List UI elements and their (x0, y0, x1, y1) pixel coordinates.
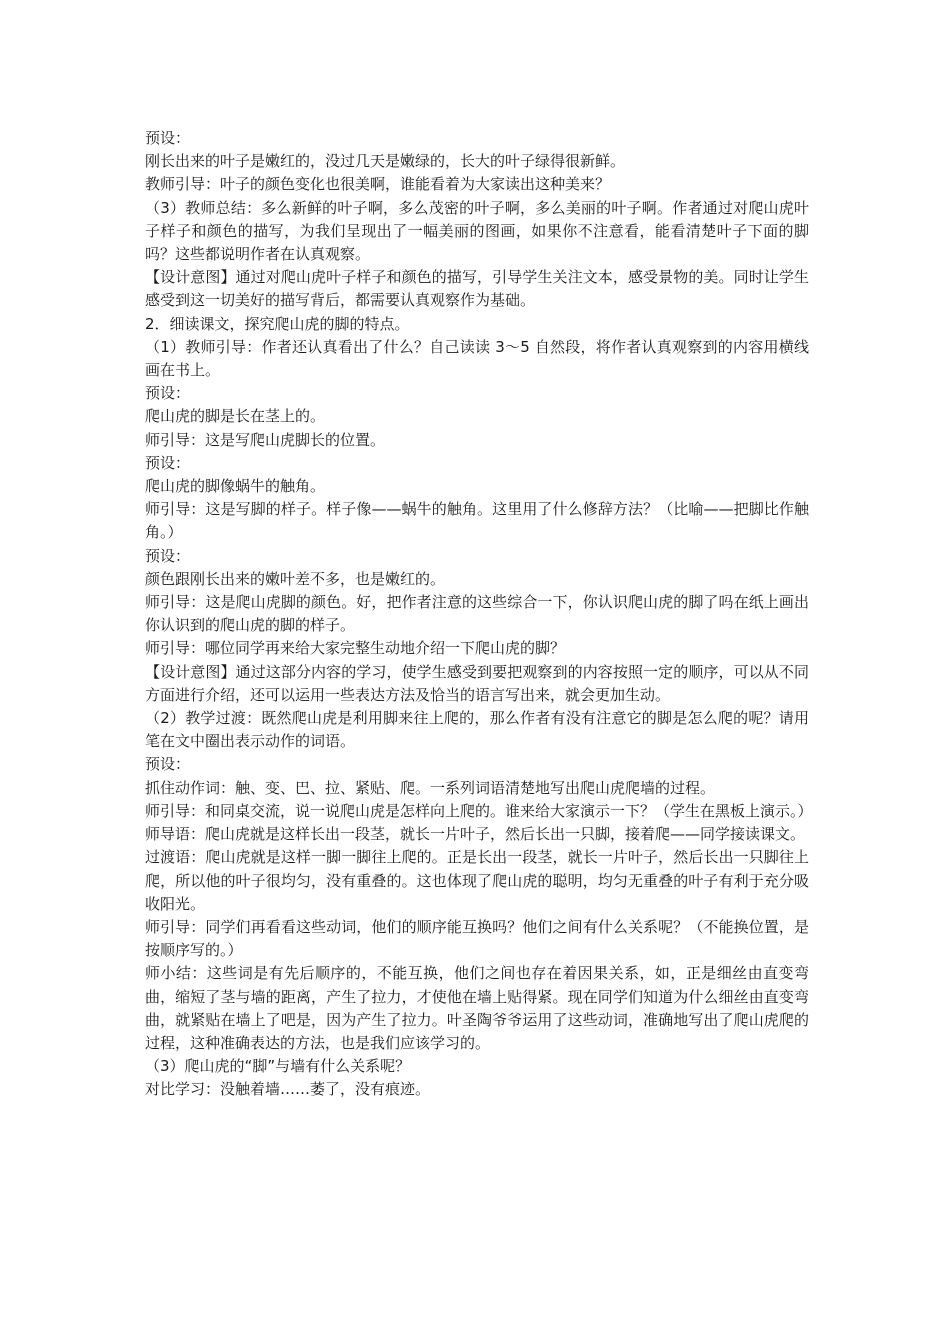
paragraph: 教师引导：叶子的颜色变化也很美啊，谁能看着为大家读出这种美来？ (145, 175, 611, 194)
paragraph: （3）教师总结：多么新鲜的叶子啊，多么茂密的叶子啊，多么美丽的叶子啊。作者通过对爬山虎叶子样子和颜色的描写，为我们呈现出了一幅美丽的图画，如果你不注意看，能看清楚叶子下面的脚吗？这些都说明作者在认真观察。 (145, 198, 809, 264)
paragraph: 颜色跟刚长出来的嫩叶差不多，也是嫩红的。 (145, 569, 446, 588)
paragraph: 师引导：这是写脚的样子。样子像——蜗牛的触角。这里用了什么修辞方法？（比喻——把脚比作触角。） (145, 500, 809, 542)
paragraph: 对比学习：没触着墙……萎了，没有痕迹。 (145, 1080, 431, 1099)
paragraph: 抓住动作词：触、变、巴、拉、紧贴、爬。一系列词语清楚地写出爬山虎爬墙的过程。 (145, 778, 716, 797)
paragraph: 师导语：爬山虎就是这样长出一段茎，就长一片叶子，然后长出一只脚，接着爬——同学接读课文。 (145, 825, 806, 844)
section-heading: 2．细读课文，探究爬山虎的脚的特点。 (145, 314, 410, 333)
paragraph: 师引导：这是写爬山虎脚长的位置。 (145, 430, 386, 449)
paragraph: 预设： (145, 129, 191, 147)
paragraph: 预设： (145, 546, 191, 565)
paragraph: 师引导：哪位同学再来给大家完整生动地介绍一下爬山虎的脚？ (145, 639, 566, 658)
paragraph: （2）教学过渡：既然爬山虎是利用脚来往上爬的，那么作者有没有注意它的脚是怎么爬的呢？请用笔在文中圈出表示动作的词语。 (145, 709, 809, 751)
paragraph: 预设： (145, 755, 191, 774)
paragraph: （1）教师引导：作者还认真看出了什么？自己读读 3～5 自然段，将作者认真观察到的内容用横线画在书上。 (145, 337, 809, 380)
design-intent-paragraph: 【设计意图】通过这部分内容的学习，使学生感受到要把观察到的内容按照一定的顺序，可以从不同方面进行介绍，还可以运用一些表达方法及恰当的语言写出来，就会更加生动。 (145, 662, 809, 704)
document-body (145, 127, 813, 1102)
paragraph: 师引导：这是爬山虎脚的颜色。好，把作者注意的这些综合一下，你认识爬山虎的脚了吗在纸上画出你认识到的爬山虎的脚的样子。 (145, 593, 809, 635)
paragraph: 爬山虎的脚是长在茎上的。 (145, 407, 326, 426)
paragraph: 师引导：同学们再看看这些动词，他们的顺序能互换吗？他们之间有什么关系呢？（不能换位置，是按顺序写的。） (145, 917, 809, 960)
paragraph: 刚长出来的叶子是嫩红的，没过几天是嫩绿的，长大的叶子绿得很新鲜。 (145, 152, 626, 171)
paragraph: 预设： (145, 453, 191, 472)
paragraph: 师引导：和同桌交流，说一说爬山虎是怎样向上爬的。谁来给大家演示一下？（学生在黑板上演示。） (145, 801, 813, 820)
paragraph: 预设： (145, 384, 191, 403)
paragraph: 爬山虎的脚像蜗牛的触角。 (145, 477, 326, 496)
design-intent-paragraph: 【设计意图】通过对爬山虎叶子样子和颜色的描写，引导学生关注文本，感受景物的美。同时让学生感受到这一切美好的描写背后，都需要认真观察作为基础。 (145, 268, 809, 310)
paragraph: 师小结：这些词是有先后顺序的，不能互换，他们之间也存在着因果关系，如，正是细丝由直变弯曲，缩短了茎与墙的距离，产生了拉力，才使他在墙上贴得紧。现在同学们知道为什么细丝由直变弯曲，就紧贴在墙上了吧是，因为产生了拉力。叶圣陶爷爷运用了这些动词，准确地写出了爬山虎爬的过程，这种准确表达的方法，也是我们应该学习的。 (145, 964, 809, 1052)
paragraph: （3）爬山虎的“脚”与墙有什么关系呢？ (145, 1057, 411, 1076)
paragraph: 过渡语：爬山虎就是这样一脚一脚往上爬的。正是长出一段茎，就长一片叶子，然后长出一只脚往上爬，所以他的叶子很均匀，没有重叠的。这也体现了爬山虎的聪明，均匀无重叠的叶子有利于充分吸收阳光。 (145, 848, 809, 913)
